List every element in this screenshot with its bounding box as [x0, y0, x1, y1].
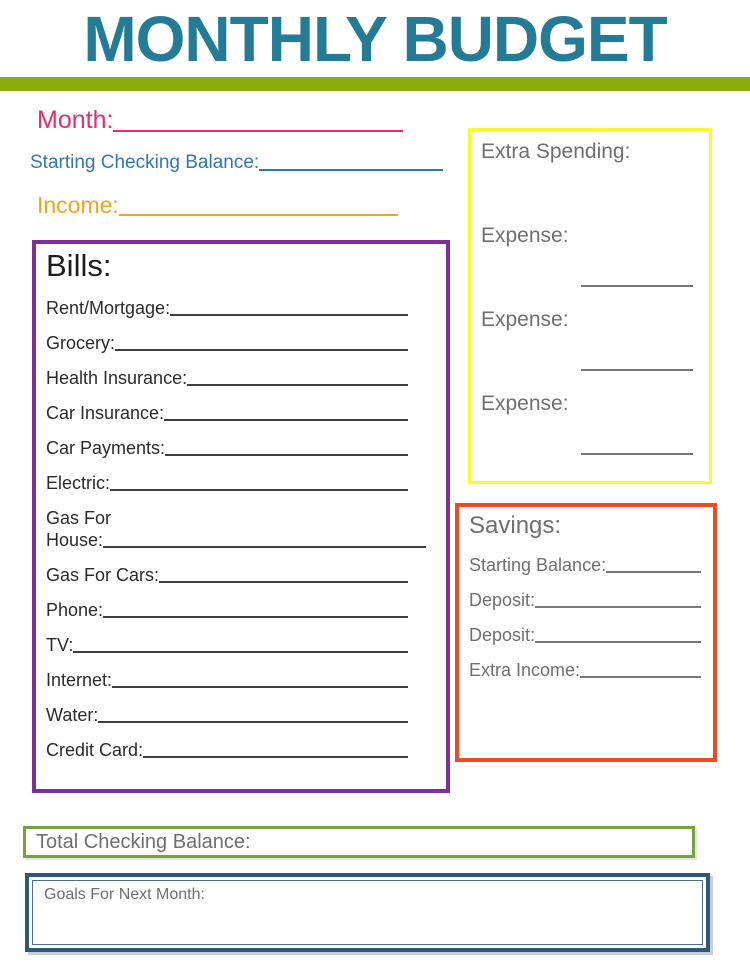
expense-label: Expense:: [481, 308, 569, 331]
savings-blank-line: [535, 606, 701, 608]
bill-label: Health Insurance:: [46, 368, 188, 388]
bill-label: Gas For Cars:: [46, 565, 160, 585]
bills-heading: Bills:: [46, 248, 112, 283]
extra-spending-list: [481, 223, 699, 455]
bill-label: Car Payments:: [46, 438, 166, 458]
bill-blank-line: [164, 419, 408, 421]
goals-box: [25, 873, 710, 952]
bill-row: [46, 739, 434, 761]
bill-label: Electric:: [46, 473, 111, 493]
bill-row: [46, 402, 434, 424]
goals-label: Goals For Next Month:: [44, 886, 205, 903]
bill-blank-line: [112, 686, 408, 688]
month-field: [37, 106, 403, 135]
savings-blank-line: [535, 641, 701, 643]
starting-checking-balance-blank-line: [259, 169, 443, 171]
savings-row: [469, 624, 703, 646]
extra-spending-heading: Extra Spending:: [481, 140, 631, 163]
bill-label: Grocery:: [46, 333, 116, 353]
bill-blank-line: [159, 581, 408, 583]
bills-list: [46, 297, 434, 761]
bill-label: House:: [46, 530, 104, 550]
bill-label: Internet:: [46, 670, 113, 690]
divider-bar: [0, 77, 750, 91]
page-title: MONTHLY BUDGET: [83, 3, 667, 75]
savings-blank-line: [606, 571, 701, 573]
bill-label: Rent/Mortgage:: [46, 298, 171, 318]
bill-row: [46, 529, 434, 551]
goals-inner-frame: [32, 880, 703, 945]
bill-row: [46, 704, 434, 726]
bill-blank-line: [170, 314, 408, 316]
bill-blank-line: [165, 454, 408, 456]
bill-label: Water:: [46, 705, 99, 725]
bill-row: [46, 437, 434, 459]
income-blank-line: [119, 214, 398, 216]
income-label: Income:: [37, 192, 119, 218]
bill-blank-line: [98, 721, 408, 723]
savings-label: Deposit:: [469, 590, 536, 610]
bill-blank-line: [103, 616, 408, 618]
bill-blank-line: [143, 756, 408, 758]
bill-row: [46, 634, 434, 656]
bill-row: [46, 367, 434, 389]
expense-blank-line: [581, 453, 693, 455]
bill-label: Car Insurance:: [46, 403, 165, 423]
savings-heading: Savings:: [469, 512, 562, 539]
bill-blank-line: [110, 489, 408, 491]
bill-row: [46, 669, 434, 691]
savings-blank-line: [580, 676, 701, 678]
bill-blank-line: [187, 384, 408, 386]
starting-checking-balance-field: [30, 152, 443, 174]
total-checking-label: Total Checking Balance:: [36, 830, 251, 853]
expense-label: Expense:: [481, 224, 569, 247]
expense-blank-line: [581, 285, 693, 287]
bill-blank-line: [103, 546, 426, 548]
savings-label: Deposit:: [469, 625, 536, 645]
bill-blank-line: [115, 349, 408, 351]
bill-row: [46, 332, 434, 354]
starting-checking-balance-label: Starting Checking Balance:: [30, 152, 260, 173]
month-label: Month:: [37, 106, 114, 134]
month-blank-line: [113, 130, 403, 132]
bill-label: Phone:: [46, 600, 104, 620]
bill-row: [46, 564, 434, 586]
expense-blank-line: [581, 369, 693, 371]
bill-label-line1: Gas For: [46, 508, 112, 528]
bill-row: [46, 599, 434, 621]
savings-list: [469, 554, 703, 681]
bills-box: [32, 240, 450, 793]
savings-label: Starting Balance:: [469, 555, 607, 575]
expense-label: Expense:: [481, 392, 569, 415]
savings-row: [469, 554, 703, 576]
bill-label: TV:: [46, 635, 74, 655]
savings-row: [469, 589, 703, 611]
income-field: [37, 192, 398, 219]
bill-label: Credit Card:: [46, 740, 144, 760]
bill-blank-line: [73, 651, 408, 653]
savings-row: [469, 659, 703, 681]
savings-box: [455, 503, 717, 762]
extra-spending-box: [468, 128, 712, 484]
savings-label: Extra Income:: [469, 660, 581, 680]
total-checking-box: [23, 826, 695, 858]
bill-row: [46, 472, 434, 494]
bill-row: [46, 297, 434, 319]
